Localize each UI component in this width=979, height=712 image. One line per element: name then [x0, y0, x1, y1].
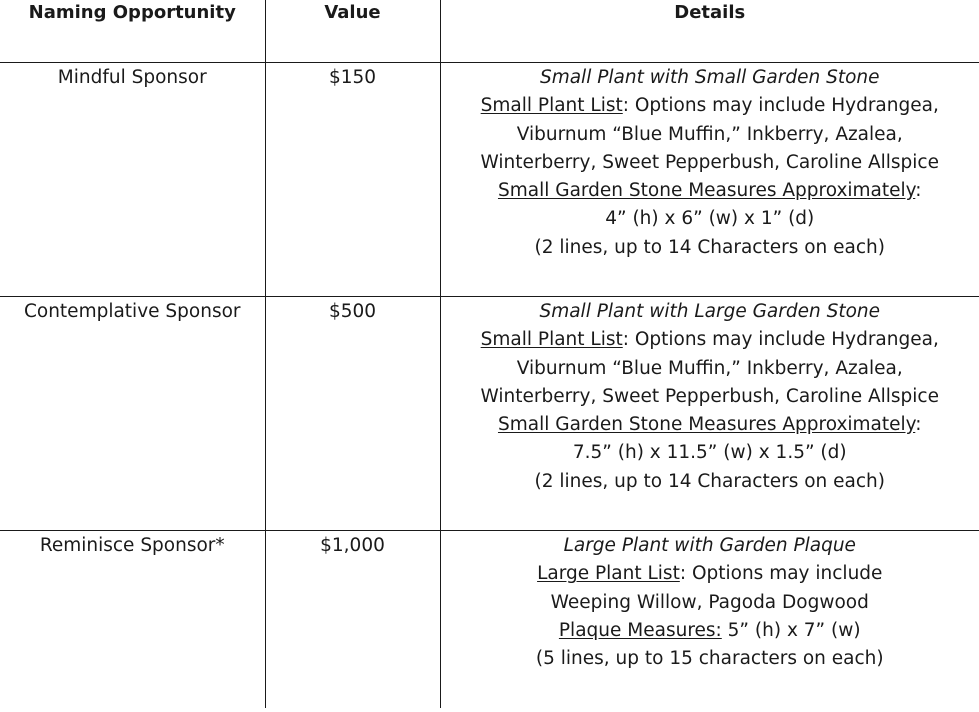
details-plant-list	[441, 560, 979, 588]
details-note: (2 lines, up to 14 Characters on each)	[534, 236, 885, 258]
details-note: (5 lines, up to 15 characters on each)	[535, 648, 884, 670]
sponsor-value: $500	[265, 297, 440, 531]
details-plant-list	[441, 92, 979, 120]
sponsor-details	[440, 531, 979, 709]
details-title: Small Plant with Large Garden Stone	[539, 301, 881, 322]
measures-suffix: :	[915, 180, 922, 202]
plant-list-text: : Options may include Hydrangea,	[622, 329, 939, 351]
plant-list-line: Viburnum “Blue Muffin,” Inkberry, Azalea,	[516, 123, 903, 145]
header-value: Value	[265, 0, 440, 63]
plant-list-line: Winterberry, Sweet Pepperbush, Caroline Allspice	[480, 151, 939, 173]
measures-label: Plaque Measures:	[558, 619, 722, 641]
header-naming-opportunity: Naming Opportunity	[0, 0, 265, 63]
plant-list-label: Large Plant List	[537, 563, 680, 585]
measures-value: 7.5” (h) x 11.5” (w) x 1.5” (d)	[572, 442, 847, 464]
table-row	[0, 297, 979, 531]
plant-list-text: : Options may include	[679, 563, 883, 585]
sponsor-details	[440, 63, 979, 297]
details-measures	[441, 617, 979, 645]
table-row	[0, 63, 979, 297]
plant-list-line: Weeping Willow, Pagoda Dogwood	[550, 591, 869, 613]
plant-list-label: Small Plant List	[480, 95, 623, 117]
sponsor-name: Reminisce Sponsor*	[0, 531, 265, 709]
details-plant-list	[441, 326, 979, 354]
measures-label: Small Garden Stone Measures Approximately	[497, 414, 916, 436]
plant-list-text: : Options may include Hydrangea,	[622, 95, 939, 117]
details-title: Large Plant with Garden Plaque	[563, 535, 856, 556]
sponsor-name: Contemplative Sponsor	[0, 297, 265, 531]
table-row	[0, 531, 979, 709]
measures-label: Small Garden Stone Measures Approximately	[497, 180, 916, 202]
plant-list-line: Viburnum “Blue Muffin,” Inkberry, Azalea,	[516, 357, 903, 379]
header-details: Details	[440, 0, 979, 63]
sponsor-value: $150	[265, 63, 440, 297]
sponsor-value: $1,000	[265, 531, 440, 709]
plant-list-line: Winterberry, Sweet Pepperbush, Caroline Allspice	[480, 385, 939, 407]
details-note: (2 lines, up to 14 Characters on each)	[534, 470, 885, 492]
header-row	[0, 0, 979, 63]
details-measures	[441, 411, 979, 439]
measures-suffix: :	[915, 414, 922, 436]
details-measures	[441, 177, 979, 205]
plant-list-label: Small Plant List	[480, 329, 623, 351]
details-title: Small Plant with Small Garden Stone	[539, 67, 880, 88]
sponsor-name: Mindful Sponsor	[0, 63, 265, 297]
measures-value: 4” (h) x 6” (w) x 1” (d)	[605, 208, 815, 230]
sponsor-details	[440, 297, 979, 531]
measures-suffix: 5” (h) x 7” (w)	[721, 619, 861, 641]
